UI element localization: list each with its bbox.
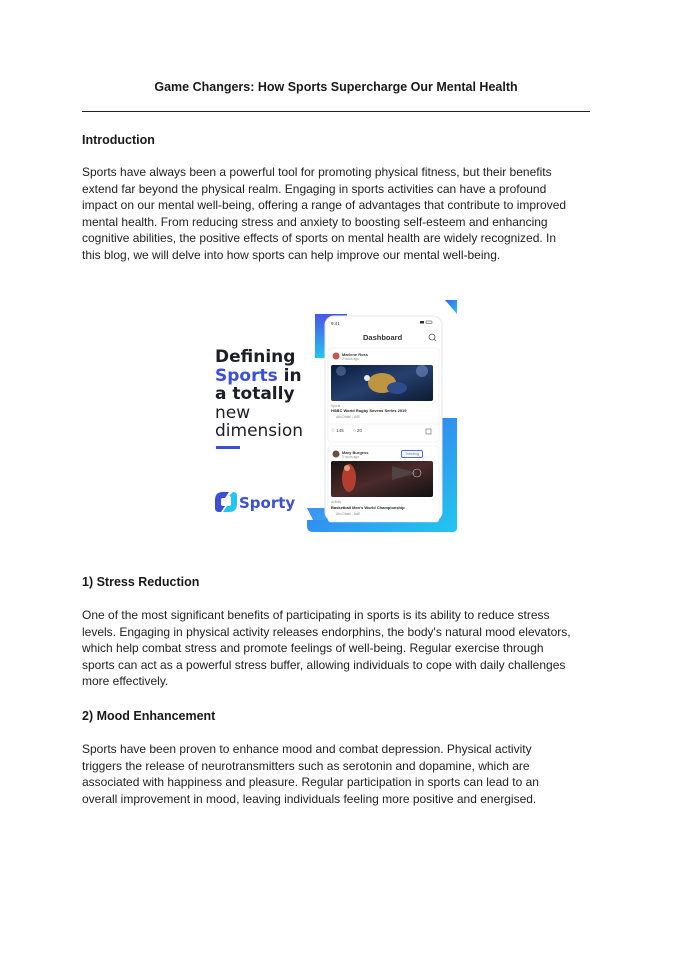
- document-title: Game Changers: How Sports Supercharge Our Mental Health: [154, 80, 518, 94]
- card1-comments-count: 20: [356, 428, 362, 433]
- stress-line: One of the most significant benefits of participating in sports is its ability to reduce stress: [82, 608, 550, 622]
- stress-heading: 1) Stress Reduction: [82, 575, 200, 589]
- card2-category: Activity: [331, 500, 342, 504]
- intro-line: cognitive abilities, the positive effects of sports on mental health are widely recognized. In: [82, 231, 557, 246]
- mood-paragraph: [82, 741, 594, 807]
- promo-headline-rest: in: [277, 365, 302, 386]
- card1-likes: ♡ 145: [331, 428, 344, 433]
- mood-line: triggers the release of neurotransmitters such as serotonin and dopamine, which are: [82, 758, 530, 773]
- intro-paragraph: [82, 164, 594, 264]
- card1-location: Abu Dhabi - UAE: [336, 415, 361, 419]
- card1-comments: ◌ 20: [353, 428, 362, 433]
- card2-author: Mary Burgess: [342, 450, 369, 455]
- sporty-promo-image: [207, 298, 462, 534]
- card2-trending-badge: Trending: [401, 450, 423, 458]
- phone-status-time: 9:41: [331, 321, 340, 326]
- mood-heading: 2) Mood Enhancement: [82, 709, 216, 723]
- sporty-logo: [239, 494, 295, 512]
- stress-line: more effectively.: [82, 674, 169, 689]
- card1-caption: HSBC World Rugby Sevens Series 2019: [331, 408, 407, 413]
- intro-line: this blog, we will delve into how sports can help improve our mental well-being.: [82, 247, 501, 262]
- promo-headline: [215, 348, 303, 441]
- title-divider: [82, 111, 590, 112]
- stress-line: levels. Engaging in physical activity releases endorphins, the body's natural mood elevators,: [82, 624, 571, 639]
- promo-headline-line: [215, 367, 303, 386]
- mood-line: overall improvement in mood, leaving individuals feeling more positive and energised.: [82, 791, 537, 806]
- promo-headline-line: dimension: [215, 421, 304, 441]
- card1-author: Marlene Ross: [342, 352, 369, 357]
- card2-time: 3 hours ago: [342, 455, 359, 459]
- promo-headline-accent: Sports: [215, 365, 278, 386]
- card1-likes-count: 145: [336, 428, 344, 433]
- intro-line: mental health. From reducing stress and anxiety to boosting self-esteem and enhancing: [82, 214, 548, 229]
- intro-line: Sports have always been a powerful tool for promoting physical fitness, but their benefits: [82, 165, 552, 179]
- phone-dashboard-title: Dashboard: [363, 333, 403, 342]
- sporty-logo-icon: [215, 492, 237, 512]
- mood-line: associated with happiness and pleasure. Regular participation in sports can lead to an: [82, 775, 539, 790]
- promo-headline-line: a totally: [215, 384, 295, 404]
- stress-line: sports can act as a powerful stress buffer, allowing individuals to cope with daily challenges: [82, 657, 566, 672]
- intro-heading: Introduction: [82, 133, 155, 147]
- stress-line: which help combat stress and promote feelings of well-being. Regular exercise through: [82, 641, 544, 656]
- promo-underline: [216, 446, 240, 449]
- card1-category: Sports: [331, 404, 341, 408]
- promo-headline-line: Defining: [215, 347, 296, 367]
- intro-line: extend far beyond the physical realm. Engaging in sports activities can have a profound: [82, 181, 547, 196]
- promo-headline-line: new: [215, 402, 251, 423]
- intro-line: impact on our mental well-being, offering a range of advantages that contribute to improved: [82, 198, 567, 213]
- stress-paragraph: [82, 607, 594, 690]
- sporty-logo-text: Sporty: [239, 494, 296, 512]
- mood-line: Sports have been proven to enhance mood and combat depression. Physical activity: [82, 742, 532, 756]
- card1-time: 2 hours ago: [342, 357, 359, 361]
- card2-caption: Basketball Men's World Championship: [331, 505, 405, 510]
- card2-location: Abu Dhabi - UAE: [336, 512, 361, 516]
